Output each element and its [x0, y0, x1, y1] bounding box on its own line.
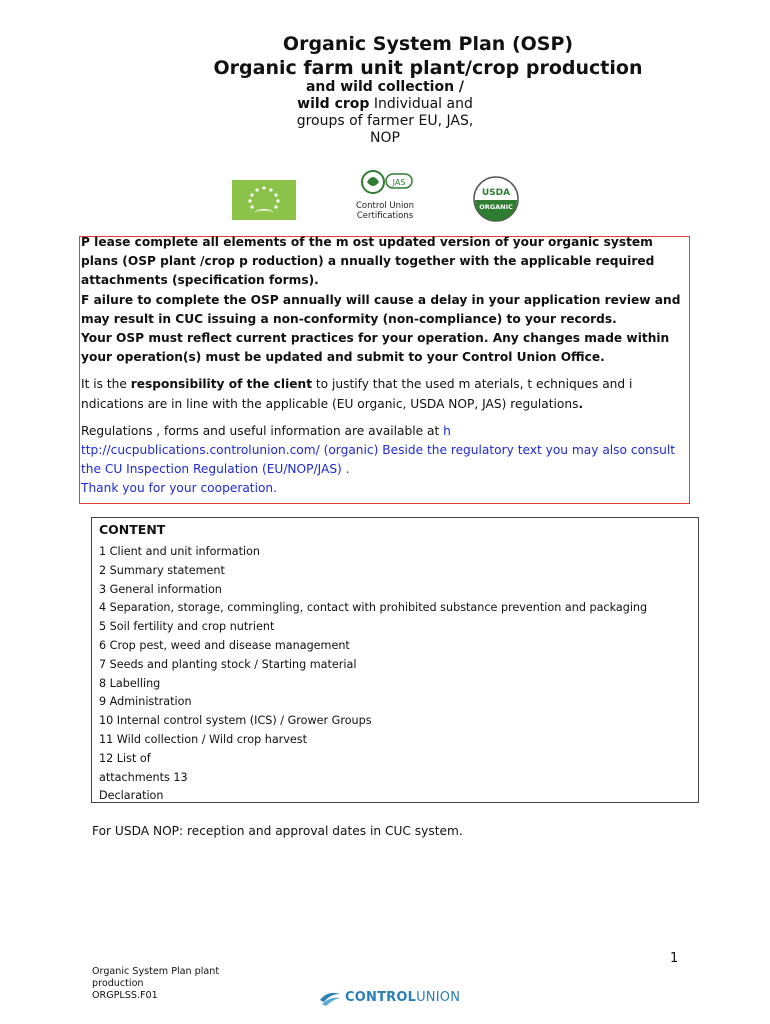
document-title: Organic System Plan (OSP) [282, 33, 574, 55]
regulations-pre: Regulations , forms and useful information are available at [81, 423, 444, 438]
toc-item: attachments 13 [99, 770, 188, 784]
cuc-publications-link[interactable]: h ttp://cucpublications.controlunion.com/ (organic) Beside the regulatory text you may also consult the CU Inspection Regulation (EU/NOP/JAS) . [81, 423, 675, 477]
toc-item: 1 Client and unit information [99, 545, 261, 558]
usda-note: For USDA NOP: reception and approval dates in CUC system. [92, 824, 463, 838]
scope-bold-2: wild crop [297, 96, 370, 112]
table-of-contents [99, 543, 699, 806]
brand-rest: UNION [416, 990, 461, 1005]
toc-item: 7 Seeds and planting stock / Starting material [99, 657, 357, 671]
toc-item: 10 Internal control system (ICS) / Grower Groups [99, 714, 372, 728]
toc-item: 3 General information [99, 582, 222, 596]
usda-organic-logo [470, 176, 522, 222]
cu-logo-line2: Certifications [356, 211, 414, 221]
document-subtitle: Organic farm unit plant/crop production [213, 57, 643, 79]
notice-complete-osp: P lease complete all elements of the m ost updated version of your organic system plans (OSP plant /crop p roduction) a nnually together with the applicable required attachments (specification forms). [81, 235, 655, 288]
toc-item: 6 Crop pest, weed and disease management [99, 638, 350, 652]
scope-bold-1: and wild collection / [305, 79, 465, 95]
notice-responsibility [81, 375, 691, 413]
jas-badge-text: JAS [392, 178, 406, 187]
notice-box [81, 233, 691, 499]
control-union-jas-logo [348, 168, 422, 222]
usda-logo-top: USDA [481, 188, 511, 198]
notice-thank-you: Thank you for your cooperation. [81, 481, 278, 496]
toc-item: Declaration [99, 789, 164, 803]
content-heading: CONTENT [99, 522, 166, 537]
notice-regulations [81, 422, 691, 480]
page-number: 1 [670, 951, 679, 966]
toc-item: 11 Wild collection / Wild crop harvest [99, 732, 308, 746]
footer-line2: production [92, 978, 144, 989]
toc-item: 9 Administration [99, 695, 192, 709]
toc-item: 4 Separation, storage, commingling, contact with prohibited substance prevention and packaging [99, 601, 648, 615]
notice-current-practices: Your OSP must reflect current practices for your operation. Any changes made within your operation(s) must be updated and submit to your Control Union Office. [81, 331, 670, 365]
toc-item: 8 Labelling [99, 676, 161, 690]
usda-logo-bottom: ORGANIC [479, 203, 513, 211]
footer-line3: ORGPLSS.F01 [92, 990, 158, 1001]
notice-failure-warning: F ailure to complete the OSP annually will cause a delay in your application review and may result in CUC issuing a non-conformity (non-compliance) to your records. [81, 292, 681, 326]
responsibility-pre: It is the [81, 377, 131, 392]
footer-doc-info [92, 966, 272, 1002]
responsibility-end: . [578, 396, 584, 411]
responsibility-bold: responsibility of the client [130, 377, 313, 392]
footer-line1: Organic System Plan plant [92, 966, 220, 977]
scope-text-3: NOP [370, 130, 400, 146]
toc-item: 12 List of [99, 751, 151, 765]
control-union-swoosh-icon [318, 988, 342, 1008]
document-scope [240, 79, 530, 147]
cu-logo-line1: Control Union [356, 201, 414, 211]
eu-organic-logo [232, 180, 296, 220]
scope-text-2: groups of farmer EU, JAS, [296, 113, 474, 129]
toc-item: 2 Summary statement [99, 563, 225, 577]
responsibility-post: to justify that the used m aterials, t echniques and i ndications are in line with the applicable (EU organic, USDA NOP, JAS) regulations [81, 377, 633, 411]
toc-item: 5 Soil fertility and crop nutrient [99, 620, 275, 634]
brand-bold: CONTROL [345, 990, 417, 1005]
scope-text-1: Individual and [369, 96, 473, 112]
control-union-brand [345, 990, 460, 1005]
